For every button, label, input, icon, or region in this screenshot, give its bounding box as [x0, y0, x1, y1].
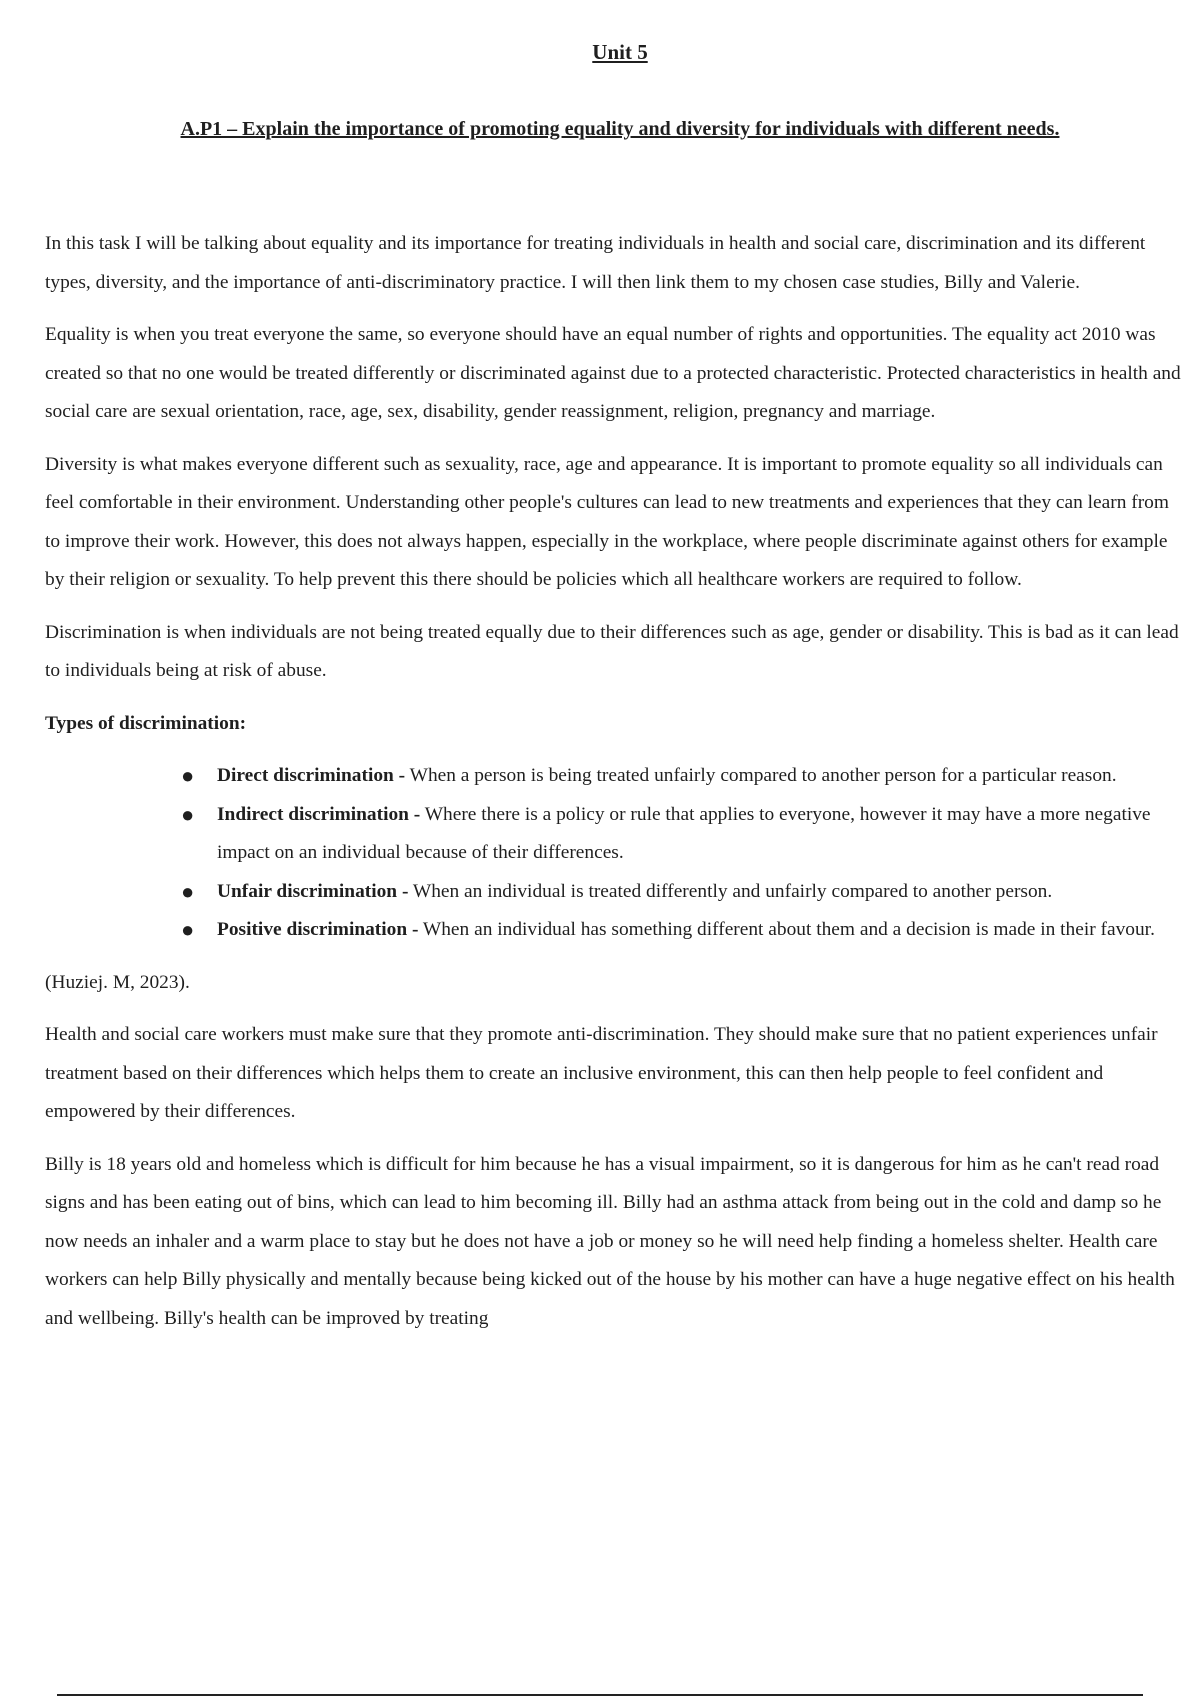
list-item-definition: When an individual has something different about them and a decision is made in their favour.: [418, 919, 1155, 940]
document-body: [45, 225, 1183, 1352]
equality-paragraph: Equality is when you treat everyone the same, so everyone should have an equal number of rights and opportunities. The equality act 2010 was created so that no one would be treated differently or discriminated against due to a protected characteristic. Protected characteristics in health and social care are sexual orientation, race, age, sex, disability, gender reassignment, religion, pregnancy and marriage.: [45, 324, 1181, 422]
task-title: A.P1 – Explain the importance of promoting equality and diversity for individuals with different needs.: [180, 118, 1060, 140]
discrimination-types-list: [45, 757, 1183, 950]
list-item-unfair: [181, 873, 1183, 912]
list-item-term: Positive discrimination -: [217, 919, 419, 940]
bullet-icon: ●: [181, 763, 195, 788]
list-item-definition: When an individual is treated differently and unfairly compared to another person.: [408, 880, 1053, 902]
bullet-icon: ●: [181, 801, 195, 827]
list-item-term: Direct discrimination -: [217, 765, 406, 786]
types-heading: Types of discrimination:: [45, 712, 247, 734]
list-item-direct: [181, 757, 1183, 796]
footer-rule: [57, 1694, 1143, 1696]
list-item-term: Indirect discrimination -: [217, 803, 421, 825]
diversity-paragraph: Diversity is what makes everyone different such as sexuality, race, age and appearance. It is important to promote equality so all individuals can feel comfortable in their environment. Understanding other people's cultures can lead to new treatments and experiences that they can learn from to improve their work. However, this does not always happen, especially in the workplace, where people discriminate against others for example by their religion or sexuality. To help prevent this there should be policies which all healthcare workers are required to follow.: [45, 453, 1169, 590]
billy-case-paragraph: Billy is 18 years old and homeless which is difficult for him because he has a visual impairment, so it is dangerous for him as he can't read road signs and has been eating out of bins, which can lead to him becoming ill. Billy had an asthma attack from being out in the cold and damp so he now needs an inhaler and a warm place to stay but he does not have a job or money so he will need help finding a homeless shelter. Health care workers can help Billy physically and mentally because being kicked out of the house by his mother can have a huge negative effect on his health and wellbeing. Billy's health can be improved by treating: [45, 1153, 1175, 1329]
unit-title: Unit 5: [592, 40, 648, 64]
bullet-icon: ●: [181, 878, 195, 904]
discrimination-paragraph: Discrimination is when individuals are not being treated equally due to their differences such as age, gender or disability. This is bad as it can lead to individuals being at risk of abuse.: [45, 621, 1179, 681]
list-item-term: Unfair discrimination -: [217, 880, 409, 902]
list-item-definition: When a person is being treated unfairly compared to another person for a particular reason.: [405, 765, 1117, 786]
citation: (Huziej. M, 2023).: [45, 971, 190, 993]
intro-paragraph: In this task I will be talking about equality and its importance for treating individuals in health and social care, discrimination and its different types, diversity, and the importance of anti-discriminatory practice. I will then link them to my chosen case studies, Billy and Valerie.: [45, 233, 1146, 293]
list-item-definition: Where there is a policy or rule that applies to everyone, however it may have a more negative impact on an individual because of their differences.: [217, 803, 1151, 863]
bullet-icon: ●: [181, 917, 195, 942]
list-item-indirect: [181, 796, 1183, 873]
list-item-positive: [181, 911, 1183, 950]
anti-discrimination-paragraph: Health and social care workers must make sure that they promote anti-discrimination. They should make sure that no patient experiences unfair treatment based on their differences which helps them to create an inclusive environment, this can then help people to feel confident and empowered by their differences.: [45, 1024, 1158, 1122]
